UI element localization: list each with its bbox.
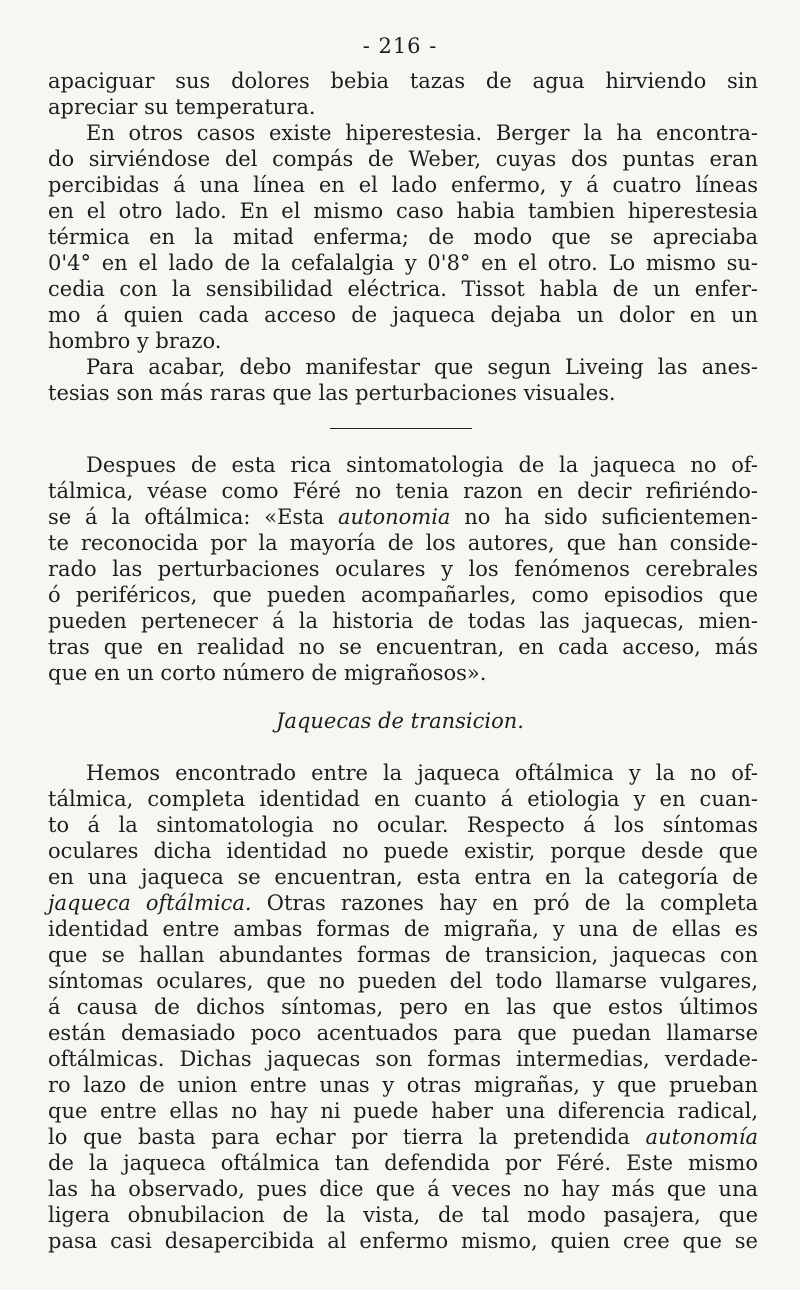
text-line xyxy=(48,660,758,686)
paragraph-block-transicion xyxy=(48,760,758,1254)
text-line xyxy=(48,916,758,942)
text-run: de la jaqueca oftálmica tan defendida por Féré. Este mismo xyxy=(48,1151,758,1175)
text-line xyxy=(48,276,758,302)
text-run: lo que basta para echar por tierra la pretendida xyxy=(48,1125,646,1149)
section-heading: Jaquecas de transicion. xyxy=(276,709,524,733)
text-line xyxy=(48,1124,758,1150)
text-line xyxy=(48,120,758,146)
text-line xyxy=(48,760,758,786)
text-run: mo á quien cada acceso de jaqueca dejaba un dolor en un xyxy=(48,303,758,327)
text-run: ó periféricos, que pueden acompañarles, como episodios que xyxy=(48,583,758,607)
text-run: te reconocida por la mayoría de los autores, que han conside- xyxy=(48,531,758,555)
text-run: tras que en realidad no se encuentran, en cada acceso, más xyxy=(48,635,758,659)
text-run: percibidas á una línea en el lado enfermo, y á cuatro líneas xyxy=(48,173,758,197)
text-line xyxy=(48,608,758,634)
text-run: 0'4° en el lado de la cefalalgia y 0'8° en el otro. Lo mismo su- xyxy=(48,251,758,275)
text-run: ligera obnubilacion de la vista, de tal modo pasajera, que xyxy=(48,1203,758,1227)
text-line xyxy=(48,864,758,890)
text-line xyxy=(48,94,758,120)
text-run: pueden pertenecer á la historia de todas las jaquecas, mien- xyxy=(48,609,758,633)
text-line xyxy=(48,250,758,276)
text-run: tálmica, completa identidad en cuanto á etiologia y en cuan- xyxy=(48,787,758,811)
text-line xyxy=(48,634,758,660)
text-line xyxy=(48,994,758,1020)
text-line xyxy=(48,504,758,530)
text-run: tálmica, véase como Féré no tenia razon en decir refiriéndo- xyxy=(48,479,758,503)
text-run: pasa casi desapercibida al enfermo mismo, quien cree que se xyxy=(48,1229,758,1253)
text-line xyxy=(48,224,758,250)
text-run: en el otro lado. En el mismo caso habia tambien hiperestesia xyxy=(48,199,758,223)
text-run: se á la oftálmica: «Esta xyxy=(48,505,338,529)
text-run: que se hallan abundantes formas de transicion, jaquecas con xyxy=(48,943,758,967)
text-line xyxy=(48,968,758,994)
text-line xyxy=(48,1098,758,1124)
text-line xyxy=(48,812,758,838)
text-line xyxy=(48,478,758,504)
text-line xyxy=(48,452,758,478)
text-line xyxy=(48,1046,758,1072)
text-run: las ha observado, pues dice que á veces no hay más que una xyxy=(48,1177,758,1201)
text-run: En otros casos existe hiperestesia. Berger la ha encontra- xyxy=(86,121,758,145)
text-line xyxy=(48,1150,758,1176)
text-run: oftálmicas. Dichas jaquecas son formas intermedias, verdade- xyxy=(48,1047,758,1071)
text-run: Despues de esta rica sintomatologia de la jaqueca no of- xyxy=(86,453,758,477)
text-line xyxy=(48,1202,758,1228)
text-run: cedia con la sensibilidad eléctrica. Tissot habla de un enfer- xyxy=(48,277,758,301)
text-line xyxy=(48,1228,758,1254)
text-run: Hemos encontrado entre la jaqueca oftálmica y la no of- xyxy=(86,761,758,785)
paragraph-block-autonomia xyxy=(48,452,758,686)
text-line xyxy=(48,68,758,94)
text-line xyxy=(48,942,758,968)
text-run: no ha sido suficientemen- xyxy=(450,505,759,529)
section-divider xyxy=(330,428,472,429)
text-line xyxy=(48,198,758,224)
text-line xyxy=(48,582,758,608)
text-line xyxy=(48,328,758,354)
page-number: - 216 - xyxy=(362,34,438,58)
text-run: oculares dicha identidad no puede existir, porque desde que xyxy=(48,839,758,863)
text-line xyxy=(48,530,758,556)
text-line xyxy=(48,890,758,916)
text-run: hombro y brazo. xyxy=(48,329,222,353)
text-run: en una jaqueca se encuentran, esta entra en la categoría de xyxy=(48,865,758,889)
text-run: identidad entre ambas formas de migraña, y una de ellas es xyxy=(48,917,758,941)
text-run: do sirviéndose del compás de Weber, cuyas dos puntas eran xyxy=(48,147,758,171)
text-run: apreciar su temperatura. xyxy=(48,95,316,119)
text-run: tesias son más raras que las perturbaciones visuales. xyxy=(48,381,616,405)
text-run: apaciguar sus dolores bebia tazas de agua hirviendo sin xyxy=(48,69,758,93)
text-run: térmica en la mitad enferma; de modo que se apreciaba xyxy=(48,225,758,249)
text-run: síntomas oculares, que no pueden del todo llamarse vulgares, xyxy=(48,969,758,993)
italic-text: autonomía xyxy=(645,1125,758,1149)
text-run: to á la sintomatologia no ocular. Respecto á los síntomas xyxy=(48,813,758,837)
text-run: ro lazo de union entre unas y otras migrañas, y que prueban xyxy=(48,1073,758,1097)
text-run: están demasiado poco acentuados para que puedan llamarse xyxy=(48,1021,758,1045)
text-line xyxy=(48,1176,758,1202)
text-line xyxy=(48,1072,758,1098)
text-run: Otras razones hay en pró de la completa xyxy=(251,891,758,915)
text-line xyxy=(48,146,758,172)
text-line xyxy=(48,556,758,582)
italic-text: jaqueca oftálmica. xyxy=(48,891,252,915)
text-run: que en un corto número de migrañosos». xyxy=(48,661,487,685)
text-line xyxy=(48,302,758,328)
text-run: á causa de dichos síntomas, pero en las que estos últimos xyxy=(48,995,758,1019)
text-run: rado las perturbaciones oculares y los fenómenos cerebrales xyxy=(48,557,758,581)
italic-text: autonomia xyxy=(337,505,451,529)
text-line xyxy=(48,838,758,864)
text-run: que entre ellas no hay ni puede haber una diferencia radical, xyxy=(48,1099,758,1123)
text-line xyxy=(48,786,758,812)
text-line xyxy=(48,172,758,198)
text-run: Para acabar, debo manifestar que segun Liveing las anes- xyxy=(86,355,758,379)
text-line xyxy=(48,354,758,380)
text-line xyxy=(48,1020,758,1046)
paragraph-block-hiperestesia xyxy=(48,68,758,406)
text-line xyxy=(48,380,758,406)
